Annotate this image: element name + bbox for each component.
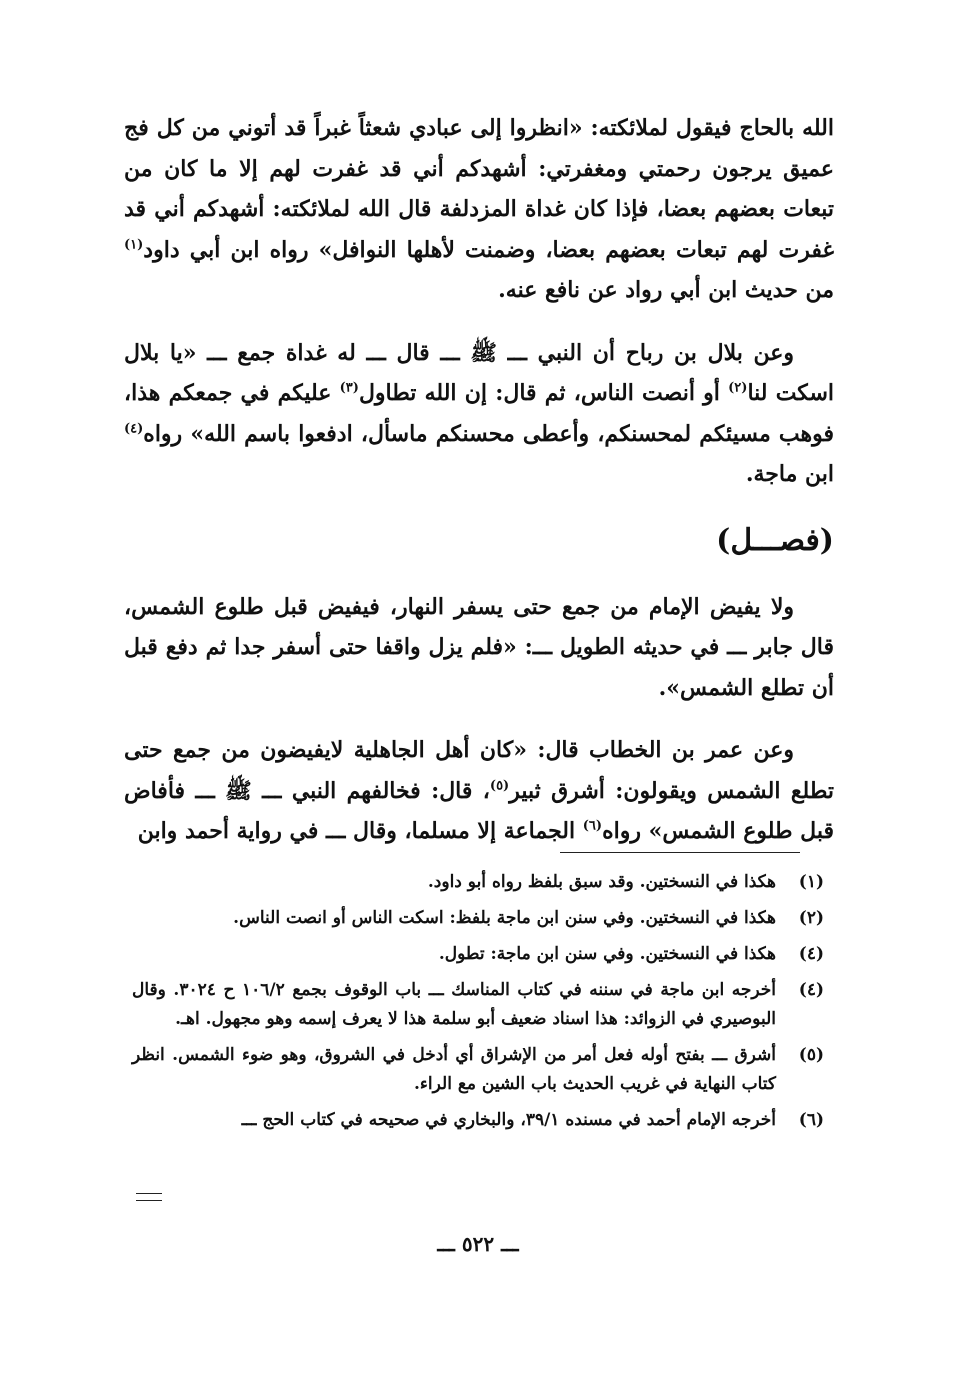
footnote-6	[132, 1106, 824, 1135]
footnote-ref: (١)	[124, 237, 144, 253]
continuation-mark	[136, 1193, 162, 1201]
paragraph-2	[124, 333, 834, 495]
paragraph-4-text-b: ، قال: فخالفهم النبي ـــ ﷺ ـــ فأفاض قبل طلوع الشمس» رواه	[124, 777, 834, 844]
paragraph-3-text: ولا يفيض الإمام من جمع حتى يسفر النهار، فيفيض قبل طلوع الشمس، قال جابر ـــ في حديثه الطويل ـــ: «فلم يزل واقفا حتى أسفر جدا ثم دفع قبل أن تطلع الشمس».	[124, 593, 834, 701]
paragraph-2-text-b: أو أنصت الناس، ثم قال: إن الله تطاول	[358, 380, 729, 406]
footnote-4	[132, 976, 824, 1034]
footnote-ref: (٣)	[339, 380, 359, 396]
paragraph-4-text-a: وعن عمر بن الخطاب قال: «كان أهل الجاهلية لايفيضون من جمع حتى تطلع الشمس ويقولون: أشرق ثبير	[124, 737, 835, 804]
footnote-ref: (٥)	[489, 778, 510, 794]
footnote-ref: (٢)	[728, 380, 748, 396]
footnote-1	[132, 868, 824, 897]
footnote-text: هكذا في النسختين. وفي سنن ابن ماجة بلفظ: اسكت الناس أو انصت الناس.	[233, 908, 776, 928]
footnote-3	[132, 940, 824, 969]
paragraph-2-text-c: عليكم في جمعكم هذا، فوهب مسيئكم لمحسنكم، وأعطى محسنكم ماسأل، ادفعوا باسم الله» رواه	[124, 380, 834, 447]
paragraph-4-text-c: الجماعة إلا مسلما، وقال ـــ في رواية أحمد وابن	[137, 818, 583, 844]
footnote-ref: (٦)	[582, 818, 603, 834]
footnote-number: (١)	[798, 872, 824, 892]
footnote-text: أخرجه ابن ماجة في سننه في كتاب المناسك ـــ باب الوقوف بجمع ١٠٦/٢ ح ٣٠٢٤. وقال البوصيري في الزوائد: هذا اسناد ضعيف أبو سلمة هذا لا يعرف إسمه وهو مجهول. اهـ.	[132, 980, 776, 1029]
footnote-separator	[560, 852, 800, 853]
footnotes	[132, 868, 824, 1142]
paragraph-1-text: الله بالحاج فيقول لملائكته: «انظروا إلى عبادي شعثاً غبراً قد أتوني من كل فج عميق يرجون رحمتي ومغفرتي: أشهدكم أني قد غفرت لهم إلا ما كان من تبعات بعضهم بعضا، فإذا كان غداة المزدلفة قال الله لملائكته: أشهدكم أني قد غفرت لهم تبعات بعضهم بعضا، وضمنت لأهلها النوافل» رواه ابن أبي داود	[124, 115, 834, 263]
footnote-2	[132, 904, 824, 933]
main-text	[124, 108, 834, 874]
footnote-text: أشرق ـــ بفتح أوله فعل أمر من الإشراق أي أدخل في الشروق، وهو ضوء الشمس. انظر كتاب النهاية في غريب الحديث باب الشين مع الراء.	[132, 1045, 776, 1094]
footnote-number: (٤)	[798, 944, 824, 964]
page-number: ـــ ٥٢٢ ـــ	[437, 1232, 519, 1256]
footnote-text: هكذا في النسختين. وقد سبق بلفظ رواه أبو داود.	[427, 872, 776, 892]
footnote-number: (٦)	[798, 1110, 824, 1130]
footnote-5	[132, 1041, 824, 1099]
footnote-number: (٥)	[798, 1045, 824, 1065]
footnote-number: (٢)	[798, 908, 824, 928]
paragraph-3	[124, 587, 834, 709]
section-heading: (فصـــل)	[716, 522, 834, 558]
paragraph-4	[124, 730, 834, 852]
paragraph-2-text-a: وعن بلال بن رباح أن النبي ـــ ﷺ ـــ قال ـــ له غداة جمع ـــ «يا بلال اسكت لنا	[124, 339, 834, 406]
footnote-text: أخرجه الإمام أحمد في مسنده ٣٩/١، والبخاري في صحيحه في كتاب الحج ـــ	[241, 1110, 776, 1130]
paragraph-1-tail: من حديث ابن أبي رواد عن نافع عنه.	[498, 277, 834, 303]
paragraph-2-text-d: ابن ماجة.	[745, 461, 834, 487]
footnote-ref: (٤)	[124, 421, 144, 437]
footnote-number: (٤)	[798, 980, 824, 1000]
footnote-text: هكذا في النسختين. وفي سنن ابن ماجة: تطول.	[438, 944, 776, 964]
paragraph-1	[124, 108, 834, 311]
